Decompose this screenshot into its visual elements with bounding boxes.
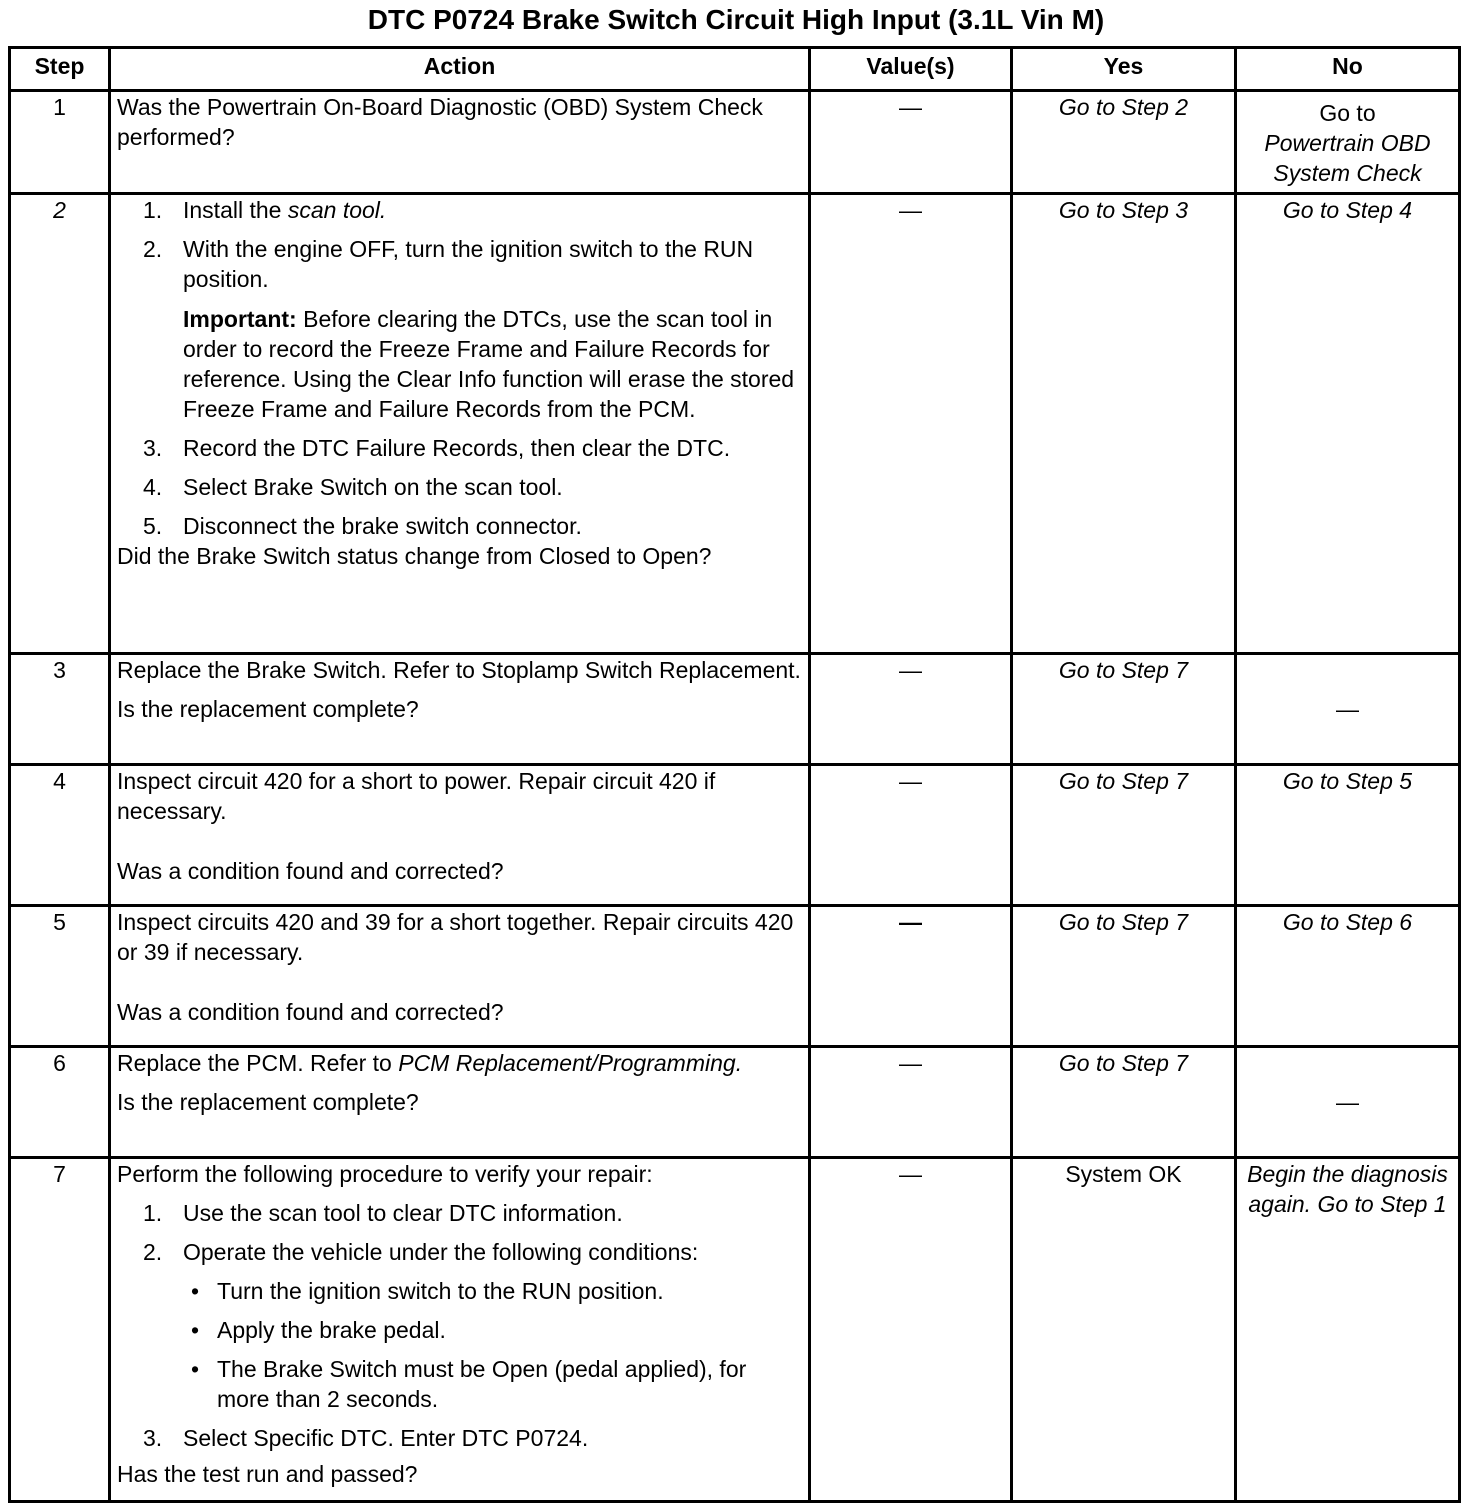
step-number: 7 xyxy=(10,1158,110,1502)
action-text: Was the Powertrain On-Board Diagnostic (OBD) System Check performed? xyxy=(117,94,763,150)
list-item: • Apply the brake pedal. xyxy=(191,1317,446,1343)
step-number: 2 xyxy=(10,194,110,654)
no-go-to-prefix: Go to xyxy=(1319,100,1376,126)
yes-cell: Go to Step 7 xyxy=(1012,906,1236,1047)
yes-cell: Go to Step 7 xyxy=(1012,1047,1236,1158)
header-action: Action xyxy=(110,48,810,91)
list-item: 1. Install the scan tool. xyxy=(143,197,387,223)
yes-cell: Go to Step 3 xyxy=(1012,194,1236,654)
no-cell: Begin the diagnosis again. Go to Step 1 xyxy=(1236,1158,1460,1502)
no-cell: — xyxy=(1236,1047,1460,1158)
question-text: Was a condition found and corrected? xyxy=(117,999,504,1025)
intro-text: Perform the following procedure to verify your repair: xyxy=(117,1161,653,1187)
step-number: 6 xyxy=(10,1047,110,1158)
list-item: 3. Record the DTC Failure Records, then clear the DTC. xyxy=(143,435,731,461)
list-item: 2. Operate the vehicle under the following conditions: xyxy=(143,1239,699,1265)
list-item: 3. Select Specific DTC. Enter DTC P0724. xyxy=(143,1425,589,1451)
action-cell xyxy=(110,654,810,765)
question-text: Is the replacement complete? xyxy=(117,1089,419,1115)
yes-cell: Go to Step 7 xyxy=(1012,765,1236,906)
procedure-list xyxy=(117,433,802,541)
table-row-step-3 xyxy=(10,654,1460,765)
no-cell: — xyxy=(1236,654,1460,765)
no-cell: Go to Step 6 xyxy=(1236,906,1460,1047)
diagnostic-table xyxy=(8,46,1461,1503)
table-row-step-4 xyxy=(10,765,1460,906)
yes-cell: Go to Step 7 xyxy=(1012,654,1236,765)
no-go-to xyxy=(1243,98,1452,188)
list-item: • Turn the ignition switch to the RUN position. xyxy=(191,1278,664,1304)
header-yes: Yes xyxy=(1012,48,1236,91)
action-cell xyxy=(110,194,810,654)
values-cell: — xyxy=(810,194,1012,654)
step-number: 5 xyxy=(10,906,110,1047)
step-number: 4 xyxy=(10,765,110,906)
header-row xyxy=(10,48,1460,91)
values-cell: — xyxy=(810,1047,1012,1158)
values-cell: — xyxy=(810,1158,1012,1502)
list-item: 2. With the engine OFF, turn the ignition switch to the RUN position. xyxy=(143,236,754,292)
yes-cell: Go to Step 2 xyxy=(1012,91,1236,194)
question-text: Has the test run and passed? xyxy=(117,1461,418,1487)
question-text: Did the Brake Switch status change from Closed to Open? xyxy=(117,543,712,569)
important-note: Important: Before clearing the DTCs, use the scan tool in order to record the Freeze Frame and Failure Records for reference. Using the Clear Info function will erase the stored Freeze Frame and Failure Records from the PCM. xyxy=(183,306,795,422)
action-text: Inspect circuits 420 and 39 for a short together. Repair circuits 420 or 39 if necessary. xyxy=(117,909,794,965)
list-item: • The Brake Switch must be Open (pedal applied), for more than 2 seconds. xyxy=(191,1356,747,1412)
procedure-list xyxy=(117,1423,802,1453)
action-text: Replace the Brake Switch. Refer to Stoplamp Switch Replacement. xyxy=(117,657,801,683)
action-cell xyxy=(110,91,810,194)
table-row-step-5 xyxy=(10,906,1460,1047)
no-cell: Go to Step 5 xyxy=(1236,765,1460,906)
action-cell xyxy=(110,906,810,1047)
header-step: Step xyxy=(10,48,110,91)
table-row-step-6 xyxy=(10,1047,1460,1158)
page-title: DTC P0724 Brake Switch Circuit High Input (3.1L Vin M) xyxy=(367,4,1105,35)
question-text: Was a condition found and corrected? xyxy=(117,858,504,884)
condition-list xyxy=(117,1276,802,1414)
action-text: Inspect circuit 420 for a short to power. Repair circuit 420 if necessary. xyxy=(117,768,716,824)
no-cell: Go to Step 4 xyxy=(1236,194,1460,654)
header-values: Value(s) xyxy=(810,48,1012,91)
list-item: 4. Select Brake Switch on the scan tool. xyxy=(143,474,563,500)
list-item: 1. Use the scan tool to clear DTC information. xyxy=(143,1200,623,1226)
table-row-step-7 xyxy=(10,1158,1460,1502)
no-cell xyxy=(1236,91,1460,194)
question-text: Is the replacement complete? xyxy=(117,696,419,722)
values-cell: — xyxy=(810,906,1012,1047)
table-row-step-2 xyxy=(10,194,1460,654)
values-cell: — xyxy=(810,91,1012,194)
header-no: No xyxy=(1236,48,1460,91)
procedure-list xyxy=(117,195,802,294)
list-item: 5. Disconnect the brake switch connector. xyxy=(143,513,582,539)
no-go-to-target: Powertrain OBD System Check xyxy=(1264,130,1431,186)
action-cell xyxy=(110,1047,810,1158)
action-text: Replace the PCM. Refer to PCM Replacement/Programming. xyxy=(117,1050,743,1076)
values-cell: — xyxy=(810,765,1012,906)
step-number: 1 xyxy=(10,91,110,194)
step-number: 3 xyxy=(10,654,110,765)
action-cell xyxy=(110,1158,810,1502)
procedure-list xyxy=(117,1198,802,1267)
table-row-step-1 xyxy=(10,91,1460,194)
action-cell xyxy=(110,765,810,906)
yes-cell: System OK xyxy=(1012,1158,1236,1502)
values-cell: — xyxy=(810,654,1012,765)
